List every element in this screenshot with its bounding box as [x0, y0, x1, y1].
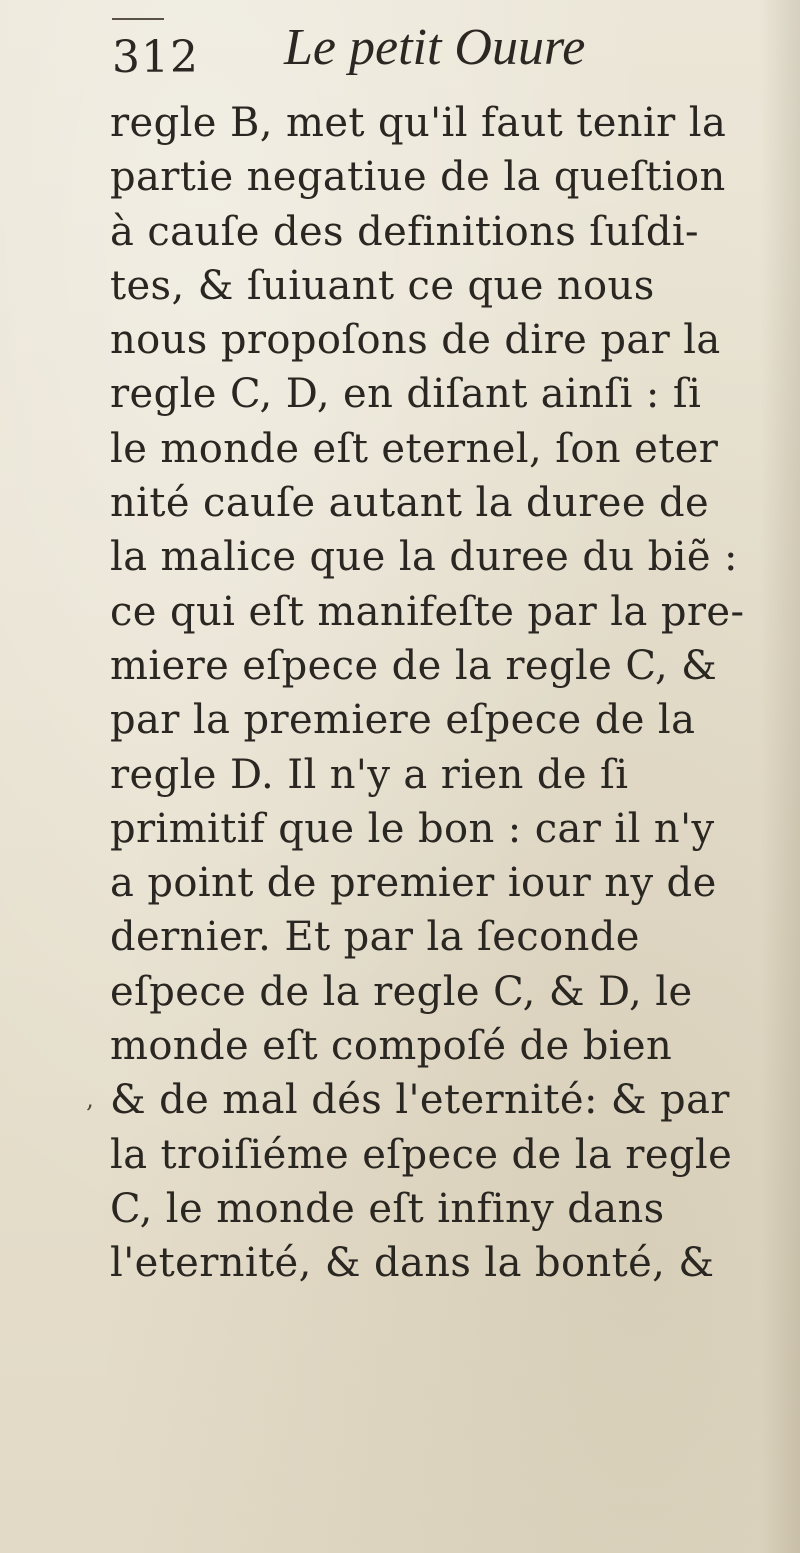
text-line: regle D. Il n'y a rien de ſi [110, 751, 629, 798]
text-line: ce qui eſt manifeſte par la pre- [110, 588, 745, 635]
page-header [112, 18, 752, 98]
text-line: dernier. Et par la ſeconde [110, 914, 640, 961]
text-line: & de mal dés l'eternité: & par [110, 1077, 730, 1124]
text-line: miere eſpece de la regle C, & [110, 642, 718, 689]
page-number: 312 [112, 32, 199, 83]
text-line: primitif que le bon : car il n'y [110, 805, 715, 852]
text-line: regle B, met qu'il faut tenir la [110, 100, 727, 146]
text-line: à cauſe des definitions ſuſdi- [110, 208, 699, 255]
text-line: nité cauſe autant la duree de [110, 480, 710, 527]
margin-mark: ‚ [86, 1085, 94, 1113]
text-line: le monde eſt eternel, ſon eter [110, 425, 719, 472]
text-line: C, le monde eſt infiny dans [110, 1185, 665, 1232]
running-title: Le petit Ouure [284, 19, 586, 76]
text-line: partie negatiue de la queſtion [110, 154, 726, 201]
text-line: la malice que la duree du biẽ : [110, 534, 738, 581]
text-line: eſpece de la regle C, & D, le [110, 968, 693, 1015]
text-line: monde eſt compoſé de bien [110, 1023, 673, 1070]
text-line: l'eternité, & dans la bonté, & [110, 1240, 715, 1287]
body-text [110, 96, 750, 1291]
text-line: a point de premier iour ny de [110, 860, 717, 907]
text-line: par la premiere eſpece de la [110, 697, 696, 744]
text-line: regle C, D, en diſant ainſi : ſi [110, 371, 702, 418]
page-edge-shadow [760, 0, 800, 1553]
text-line: tes, & ſuiuant ce que nous [110, 262, 655, 309]
text-line: la troiſiéme eſpece de la regle [110, 1131, 733, 1178]
text-line: nous propoſons de dire par la [110, 317, 721, 364]
